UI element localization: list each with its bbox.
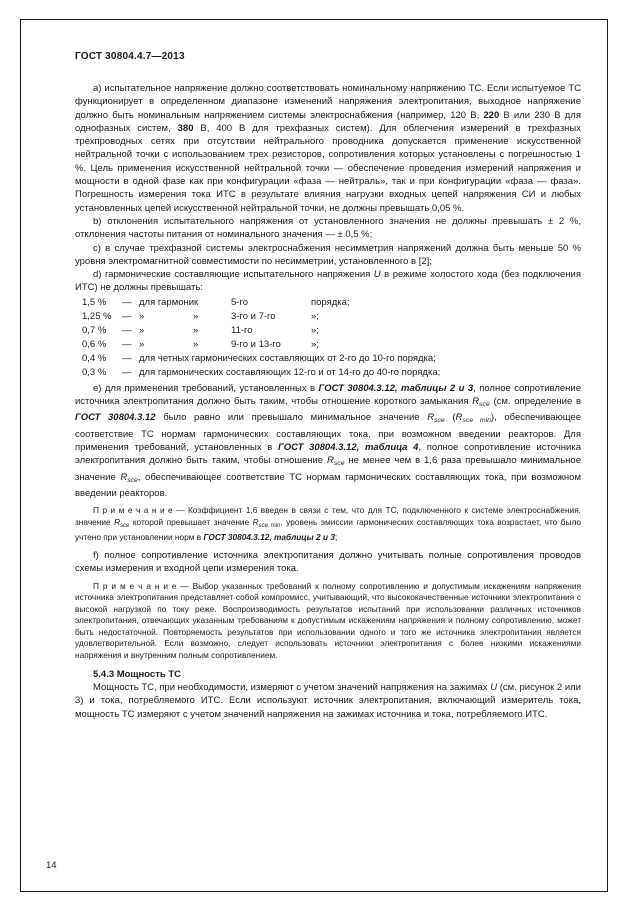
text-segment: sce: [434, 417, 445, 425]
text-segment: Мощность ТС, при необходимости, измеряют с учетом значений напряжения на зажимах: [93, 681, 491, 693]
harmonic-order: 9-го и 13-го: [231, 338, 281, 350]
harmonics-row: [75, 310, 581, 324]
harmonics-row: [75, 324, 581, 338]
paragraph-c: [75, 242, 581, 269]
dash: —: [122, 352, 132, 364]
text-segment: (см. определение в: [489, 396, 581, 408]
text-segment: В или 230 В для однофазных систем,: [75, 109, 581, 134]
dash: —: [122, 338, 132, 350]
text-segment: R: [455, 412, 463, 424]
text-segment: е) для применения требований, установленных в: [93, 382, 319, 394]
harmonic-limit-value: 0,7 %: [82, 324, 107, 336]
text-segment: U: [490, 681, 498, 693]
dash: —: [122, 324, 132, 336]
harmonic-col1: для гармоник: [139, 296, 199, 308]
text-segment: которой превышает значение: [129, 516, 253, 527]
text-segment: R: [427, 412, 435, 424]
text-segment: в режиме холостого хода (без подключения ИТС) не должны превышать:: [75, 269, 581, 294]
text-segment: sce min: [462, 417, 491, 425]
harmonic-tail: порядка;: [311, 296, 350, 308]
page-number: 14: [46, 860, 57, 871]
text-segment: sce min: [258, 522, 281, 529]
text-segment: 220: [483, 109, 500, 121]
text-segment: , обеспечивающее соответствие ТС нормам гармонических составляющих тока, при возможном введении реакторов.: [75, 471, 581, 499]
text-segment: ГОСТ 30804.3.12, таблицы 2 и 3: [203, 532, 335, 543]
harmonic-limit-value: 1,5 %: [82, 296, 107, 308]
paragraph-e: [75, 382, 581, 500]
dash: —: [122, 296, 132, 308]
harmonic-tail: »;: [311, 324, 319, 336]
text-segment: , полное сопротивление источника электропитания должно быть таким, чтобы отношение: [75, 441, 582, 467]
text-segment: а) испытательное напряжение должно соответствовать номинальному напряжению ТС. Если испытуемое ТС функционирует в определенном диапазоне изменений напряжения электропитания, выходное напряжение должно быть номинальным напряжением системы электроснабжения (например, 120 В,: [75, 83, 581, 121]
text-segment: R: [114, 516, 121, 527]
text-segment: R: [327, 455, 334, 467]
text-segment: В, 400 В для трехфазных систем). Для облегчения измерений в трехфазных трехпроводных сетях при отсутствии нейтрального проводника допускается применение искусственной нейтральной точки с использованием трех резисторов, сопротивления которых установлены с погрешностью 1 %. Цель применения искусственной нейтральной точки — обеспечение проведения измерений напряжения и мощности в одной фазе как при конфигурации «фаза — нейтраль», так и при конфигурации «фаза — фаза». Погрешность измерения тока ИТС в результате влияния нагрузки входных цепей напряжения СИ и любых установленных цепей искусственной нейтральной точки, не должны превышать 0,05 %.: [75, 122, 581, 214]
note-after-f: [75, 581, 581, 662]
text-segment: , уровень эмиссии гармонических составляющих тока возрастает, что было учтено при установлении норм в: [75, 516, 581, 543]
harmonics-row: [75, 296, 581, 310]
text-segment: b) отклонения испытательного напряжения от установленного значения не должны превышать ± 2 %, отклонения частоты питания от номинального значения — ± 0,5 %;: [75, 215, 581, 241]
text-segment: (: [444, 412, 456, 424]
text-segment: sce: [333, 460, 345, 468]
paragraph-5-4-3: [75, 681, 581, 721]
text-segment: ГОСТ 30804.3.12, таблица 4: [278, 441, 419, 453]
text-segment: , полное сопротивление источника электропитания должно быть таким, чтобы отношение короткого замыкания: [75, 382, 581, 408]
ditto-mark: »: [139, 310, 145, 322]
text-segment: R: [472, 396, 480, 408]
text-segment: (см. рисунок 2 или 3) и тока, потребляемого ИТС. Если используют источник электропитания, включающий измеритель тока, мощность ТС измеряют с учетом значений напряжения на зажимах источника и тока, потребляемого ИТС.: [75, 681, 581, 720]
harmonic-description: для четных гармонических составляющих от 2-го до 10-го порядка;: [139, 352, 436, 364]
harmonics-limits-list: [75, 296, 581, 380]
ditto-mark: »: [139, 338, 145, 350]
text-segment: ;: [334, 532, 338, 543]
text-segment: ), обеспечивающее соответствие ТС нормам гармонических составляющих тока, при возможном введении реакторов. Для применения требований, установленных в: [75, 412, 581, 453]
text-segment: 380: [177, 122, 194, 134]
harmonics-row: [75, 366, 581, 380]
harmonic-limit-value: 0,4 %: [82, 352, 107, 364]
paragraph-a: [75, 82, 581, 215]
text-segment: d) гармонические составляющие испытательного напряжения: [93, 269, 374, 281]
paragraph-b: [75, 215, 581, 242]
harmonic-limit-value: 0,3 %: [82, 366, 107, 378]
document-body: [75, 82, 581, 721]
text-segment: ГОСТ 30804.3.12, таблицы 2 и 3: [318, 382, 474, 394]
text-segment: не менее чем в 1,6 раза превышало минимальное значение: [75, 455, 581, 483]
paragraph-f: [75, 549, 581, 576]
note-after-e: [75, 505, 581, 544]
dash: —: [122, 310, 132, 322]
page-header: ГОСТ 30804.4.7—2013: [75, 51, 185, 62]
text-segment: R: [120, 471, 128, 483]
ditto-mark: »: [139, 324, 145, 336]
harmonics-row: [75, 352, 581, 366]
text-segment: f) полное сопротивление источника электропитания должно учитывать полные сопротивления проводов схемы измерения и входной цепи измерения тока.: [75, 549, 581, 575]
ditto-mark: »: [193, 310, 199, 322]
harmonic-tail: »;: [311, 338, 319, 350]
harmonic-order: 5-го: [231, 296, 248, 308]
harmonic-limit-value: 0,6 %: [82, 338, 107, 350]
ditto-mark: »: [193, 324, 199, 336]
text-segment: было равно или превышало минимальное значение: [155, 412, 428, 424]
harmonics-row: [75, 338, 581, 352]
harmonic-order: 3-го и 7-го: [231, 310, 276, 322]
text-segment: ГОСТ 30804.3.12: [75, 412, 156, 424]
text-segment: П р и м е ч а н и е — Коэффициент 1,6 введен в связи с тем, что для ТС, подключенного к системе электроснабжения, значение: [75, 505, 581, 527]
text-segment: U: [373, 269, 381, 281]
ditto-mark: »: [193, 338, 199, 350]
text-segment: sce: [120, 522, 130, 529]
section-heading-5-4-3: 5.4.3 Мощность ТС: [93, 668, 181, 680]
paragraph-d: [75, 268, 581, 295]
text-segment: R: [252, 516, 259, 527]
text-segment: sce: [479, 401, 490, 409]
dash: —: [122, 366, 132, 378]
harmonic-limit-value: 1,25 %: [82, 310, 112, 322]
text-segment: sce: [127, 476, 138, 484]
text-segment: с) в случае трехфазной системы электроснабжения несимметрия напряжений должна быть меньше 50 % уровня электромагнитной совместимости по несимметрии, установленного в [2];: [75, 242, 581, 267]
harmonic-order: 11-го: [231, 324, 253, 336]
harmonic-tail: »;: [311, 310, 319, 322]
text-segment: П р и м е ч а н и е — Выбор указанных требований к полному сопротивлению и допустимым искажениям напряжения источника электропитания представляет собой компромисс, учитывающий, что высококачественные источники электропитания с высокой нагрузкой по току реже. Воспроизводимость результатов испытаний при использовании различных источников электропитания, отвечающих указанным требованиям к допустимым искажениям напряжения и полному сопротивлению, может быть недостаточной. Повторяемость результатов при использовании одного и того же источника электропитания является удовлетворительной. Если возможно, следует использовать источники электропитания с более низкими искажениями напряжения и внутренним полным сопротивлением.: [75, 580, 581, 661]
harmonic-description: для гармонических составляющих 12-го и от 14-го до 40-го порядка;: [139, 366, 441, 378]
